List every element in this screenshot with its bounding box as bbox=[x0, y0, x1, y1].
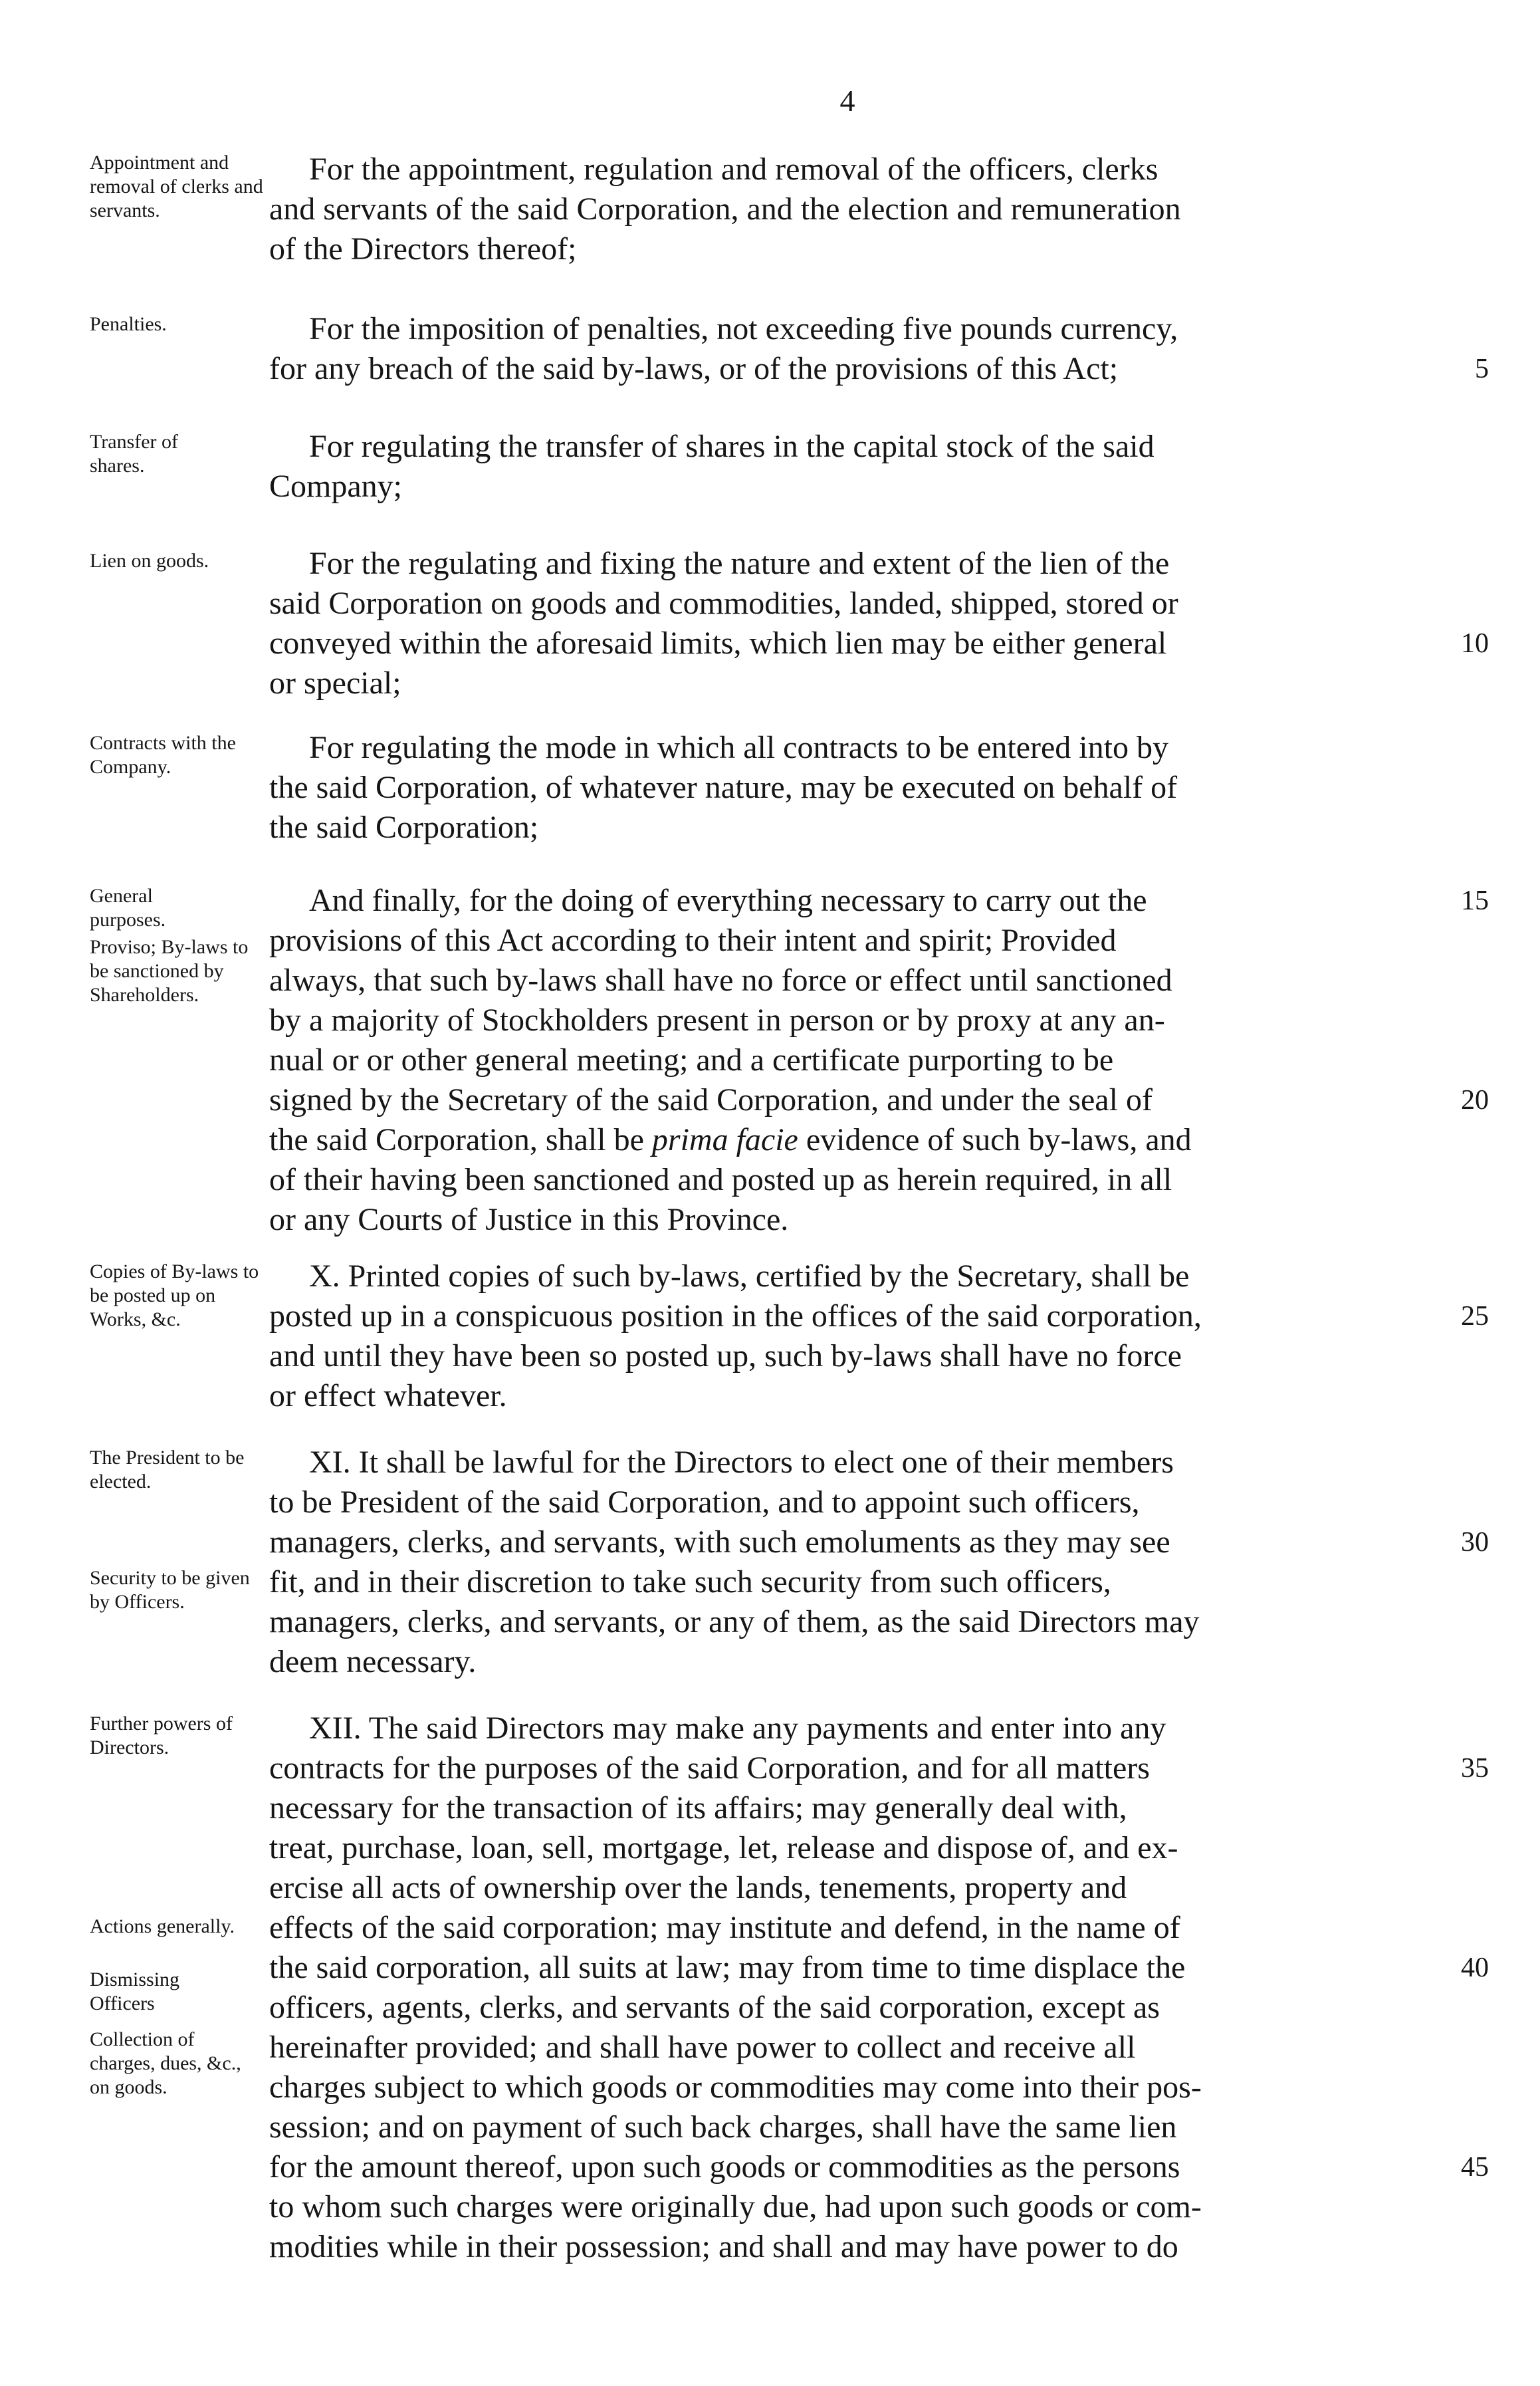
text-line: For the regulating and fixing the nature and extent of the lien of the bbox=[309, 546, 1170, 581]
margin-note: Dismissing Officers bbox=[90, 1968, 180, 2014]
line-number: 45 bbox=[1461, 2152, 1489, 2183]
text-line: or any Courts of Justice in this Province. bbox=[269, 1202, 789, 1237]
margin-note: General purposes. bbox=[90, 885, 166, 931]
text-line: by a majority of Stockholders present in person or by proxy at any an- bbox=[269, 1003, 1165, 1038]
text-line: to be President of the said Corporation, and to appoint such officers, bbox=[269, 1485, 1140, 1520]
italic-phrase: prima facie bbox=[651, 1122, 798, 1157]
text-line: or special; bbox=[269, 665, 401, 701]
text-line: always, that such by-laws shall have no force or effect until sanctioned bbox=[269, 963, 1172, 998]
margin-note: Transfer of shares. bbox=[90, 431, 179, 477]
text-line: For the appointment, regulation and removal of the officers, clerks bbox=[309, 152, 1158, 187]
text-line: of their having been sanctioned and posted up as herein required, in all bbox=[269, 1162, 1172, 1197]
paragraph bbox=[269, 309, 1416, 389]
text-line: modities while in their possession; and shall and may have power to do bbox=[269, 2229, 1178, 2264]
paragraph bbox=[269, 881, 1416, 1240]
text-line: and servants of the said Corporation, and the election and remuneration bbox=[269, 191, 1181, 227]
text-line: the said corporation, all suits at law; may from time to time displace the bbox=[269, 1950, 1186, 1985]
text-line: the said Corporation, of whatever nature, may be executed on behalf of bbox=[269, 770, 1178, 805]
text-line: For regulating the transfer of shares in the capital stock of the said bbox=[309, 429, 1155, 464]
margin-note: The President to be elected. bbox=[90, 1447, 245, 1492]
margin-note: Further powers of Directors. bbox=[90, 1713, 233, 1758]
paragraph bbox=[269, 544, 1416, 703]
line-number: 40 bbox=[1461, 1953, 1489, 1983]
text-line: For regulating the mode in which all contracts to be entered into by bbox=[309, 730, 1168, 765]
paragraph bbox=[269, 427, 1416, 507]
text-line: provisions of this Act according to their intent and spirit; Provided bbox=[269, 923, 1117, 958]
text-line: necessary for the transaction of its affairs; may generally deal with, bbox=[269, 1790, 1127, 1826]
text-line: XI. It shall be lawful for the Directors to elect one of their members bbox=[309, 1445, 1174, 1480]
paragraph bbox=[269, 150, 1416, 269]
margin-note: Security to be given by Officers. bbox=[90, 1567, 250, 1613]
margin-note: Proviso; By-laws to be sanctioned by Shareholders. bbox=[90, 936, 249, 1006]
margin-note: Contracts with the Company. bbox=[90, 732, 236, 778]
text-line: deem necessary. bbox=[269, 1644, 477, 1679]
text-line: or effect whatever. bbox=[269, 1378, 507, 1413]
text-line: for the amount thereof, upon such goods or commodities as the persons bbox=[269, 2149, 1180, 2185]
line-number: 5 bbox=[1475, 354, 1489, 384]
paragraph bbox=[269, 1256, 1416, 1416]
text-line: posted up in a conspicuous position in the offices of the said corporation, bbox=[269, 1298, 1202, 1334]
text-line: nual or or other general meeting; and a certificate purporting to be bbox=[269, 1042, 1114, 1078]
margin-note: Lien on goods. bbox=[90, 550, 209, 572]
margin-note: Copies of By-laws to be posted up on Works, &c. bbox=[90, 1260, 259, 1330]
line-number: 15 bbox=[1461, 886, 1489, 916]
text-line: And finally, for the doing of everything necessary to carry out the bbox=[309, 883, 1147, 918]
text-line: managers, clerks, and servants, with such emoluments as they may see bbox=[269, 1524, 1170, 1560]
text-line: For the imposition of penalties, not exceeding five pounds currency, bbox=[309, 311, 1178, 346]
text-line: the said Corporation; bbox=[269, 810, 539, 845]
text-line: contracts for the purposes of the said Corporation, and for all matters bbox=[269, 1750, 1150, 1786]
text-line: managers, clerks, and servants, or any of them, as the said Directors may bbox=[269, 1604, 1200, 1639]
text-line: session; and on payment of such back charges, shall have the same lien bbox=[269, 2109, 1177, 2145]
margin-note: Appointment and removal of clerks and servants. bbox=[90, 152, 263, 221]
text-line: said Corporation on goods and commodities, landed, shipped, stored or bbox=[269, 586, 1178, 621]
text-line: for any breach of the said by-laws, or of the provisions of this Act; bbox=[269, 351, 1119, 386]
page-number: 4 bbox=[839, 84, 855, 118]
text-line: fit, and in their discretion to take such security from such officers, bbox=[269, 1564, 1111, 1600]
line-number: 35 bbox=[1461, 1753, 1489, 1784]
text-line: and until they have been so posted up, such by-laws shall have no force bbox=[269, 1338, 1182, 1373]
line-number: 20 bbox=[1461, 1085, 1489, 1116]
text-line: signed by the Secretary of the said Corporation, and under the seal of bbox=[269, 1082, 1153, 1118]
text-line: officers, agents, clerks, and servants of the said corporation, except as bbox=[269, 1990, 1160, 2025]
paragraph bbox=[269, 1709, 1416, 2267]
text-line: to whom such charges were originally due, had upon such goods or com- bbox=[269, 2189, 1202, 2224]
paragraph bbox=[269, 1443, 1416, 1682]
text-line: effects of the said corporation; may institute and defend, in the name of bbox=[269, 1910, 1180, 1945]
text-line: conveyed within the aforesaid limits, which lien may be either general bbox=[269, 626, 1167, 661]
text-line: treat, purchase, loan, sell, mortgage, let, release and dispose of, and ex- bbox=[269, 1830, 1178, 1865]
paragraph bbox=[269, 728, 1416, 848]
text-line: Company; bbox=[269, 469, 402, 504]
text-line: hereinafter provided; and shall have power to collect and receive all bbox=[269, 2030, 1136, 2065]
text-line: X. Printed copies of such by-laws, certified by the Secretary, shall be bbox=[309, 1258, 1190, 1294]
text-line: XII. The said Directors may make any payments and enter into any bbox=[309, 1711, 1166, 1746]
text-line: ercise all acts of ownership over the lands, tenements, property and bbox=[269, 1870, 1127, 1905]
margin-note: Collection of charges, dues, &c., on goods. bbox=[90, 2028, 241, 2098]
text-line: of the Directors thereof; bbox=[269, 231, 577, 267]
text-line bbox=[269, 1120, 1416, 1160]
text-run: evidence of such by-laws, and bbox=[806, 1122, 1192, 1157]
line-number: 30 bbox=[1461, 1527, 1489, 1558]
line-number: 10 bbox=[1461, 628, 1489, 659]
margin-note: Penalties. bbox=[90, 313, 167, 335]
text-run: the said Corporation, shall be bbox=[269, 1122, 644, 1157]
margin-note: Actions generally. bbox=[90, 1915, 235, 1937]
text-line: charges subject to which goods or commodities may come into their pos- bbox=[269, 2070, 1202, 2105]
line-number: 25 bbox=[1461, 1301, 1489, 1332]
